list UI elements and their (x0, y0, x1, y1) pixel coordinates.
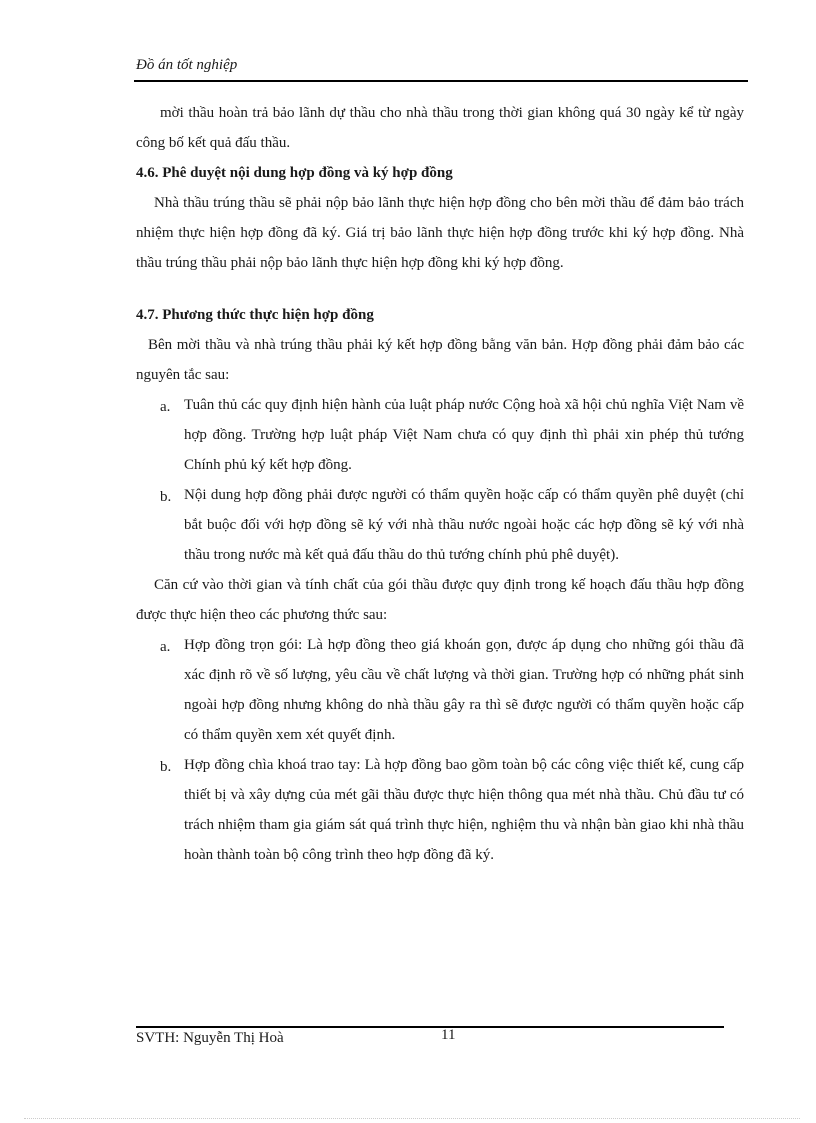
page-body (136, 98, 744, 870)
list-item (136, 480, 744, 570)
footer-divider (136, 1026, 724, 1028)
list-marker: a. (160, 639, 171, 655)
paragraph-bid-guarantee-return: mời thầu hoàn trả bảo lãnh dự thầu cho nhà thầu trong thời gian không quá 30 ngày kể từ ngày công bố kết quả đấu thầu. (136, 105, 744, 151)
paragraph-spacer (136, 278, 744, 300)
paragraph-performance-guarantee: Nhà thầu trúng thầu sẽ phải nộp bảo lãnh thực hiện hợp đồng cho bên mời thầu để đảm bảo trách nhiệm thực hiện hợp đồng đã ký. Giá trị bảo lãnh thực hiện hợp đồng trước khi ký hợp đồng. Nhà thầu trúng thầu phải nộp bảo lãnh thực hiện hợp đồng khi ký hợp đồng. (136, 195, 744, 271)
list-item-text: Tuân thủ các quy định hiện hành của luật pháp nước Cộng hoà xã hội chủ nghĩa Việt Nam về hợp đồng. Trường hợp luật pháp Việt Nam chưa có quy định thì phải xin phép thủ tướng Chính phủ ký kết hợp đồng. (184, 397, 744, 473)
list-item-text: Nội dung hợp đồng phải được người có thẩm quyền hoặc cấp có thẩm quyền phê duyệt (chỉ bắt buộc đối với hợp đồng sẽ ký với nhà thầu nước ngoài hoặc các hợp đồng sẽ ký với nhà thầu trong nước mà kết quả đấu thầu do thủ tướng chính phủ phê duyệt). (184, 487, 744, 563)
document-header-title: Đồ án tốt nghiệp (136, 57, 238, 73)
header-divider (134, 80, 748, 82)
list-item-text: Hợp đồng trọn gói: Là hợp đồng theo giá khoán gọn, được áp dụng cho những gói thầu đã xác định rõ về số lượng, yêu cầu về chất lượng và thời gian. Trường hợp có những phát sinh ngoài hợp đồng nhưng không do nhà thầu gây ra thì sẽ được người có thẩm quyền hoặc cấp có thẩm quyền xem xét quyết định. (184, 637, 744, 743)
section-heading-4-6: 4.6. Phê duyệt nội dung hợp đồng và ký hợp đồng (136, 165, 453, 181)
list-marker: a. (160, 399, 171, 415)
footer-author: SVTH: Nguyễn Thị Hoà (136, 1030, 284, 1046)
list-item (136, 750, 744, 870)
list-marker: b. (160, 759, 172, 775)
list-item (136, 390, 744, 480)
list-item-text: Hợp đồng chìa khoá trao tay: Là hợp đồng bao gồm toàn bộ các công việc thiết kế, cung cấp thiết bị và xây dựng của mét gãi thầu được thực hiện thông qua mét nhà thầu. Chủ đầu tư có trách nhiệm tham gia giám sát quá trình thực hiện, nghiệm thu và nhận bàn giao khi nhà thầu hoàn thành toàn bộ công trình theo hợp đồng đã ký. (184, 757, 744, 863)
list-item (136, 630, 744, 750)
page-bottom-border (24, 1118, 800, 1119)
section-heading-4-7: 4.7. Phương thức thực hiện hợp đồng (136, 307, 374, 323)
page-number: 11 (441, 1027, 456, 1043)
paragraph-contract-principles: Bên mời thầu và nhà trúng thầu phải ký kết hợp đồng bằng văn bản. Hợp đồng phải đảm bảo các nguyên tắc sau: (136, 337, 744, 383)
paragraph-contract-methods: Căn cứ vào thời gian và tính chất của gói thầu được quy định trong kế hoạch đấu thầu hợp đồng được thực hiện theo các phương thức sau: (136, 577, 744, 623)
list-marker: b. (160, 489, 172, 505)
